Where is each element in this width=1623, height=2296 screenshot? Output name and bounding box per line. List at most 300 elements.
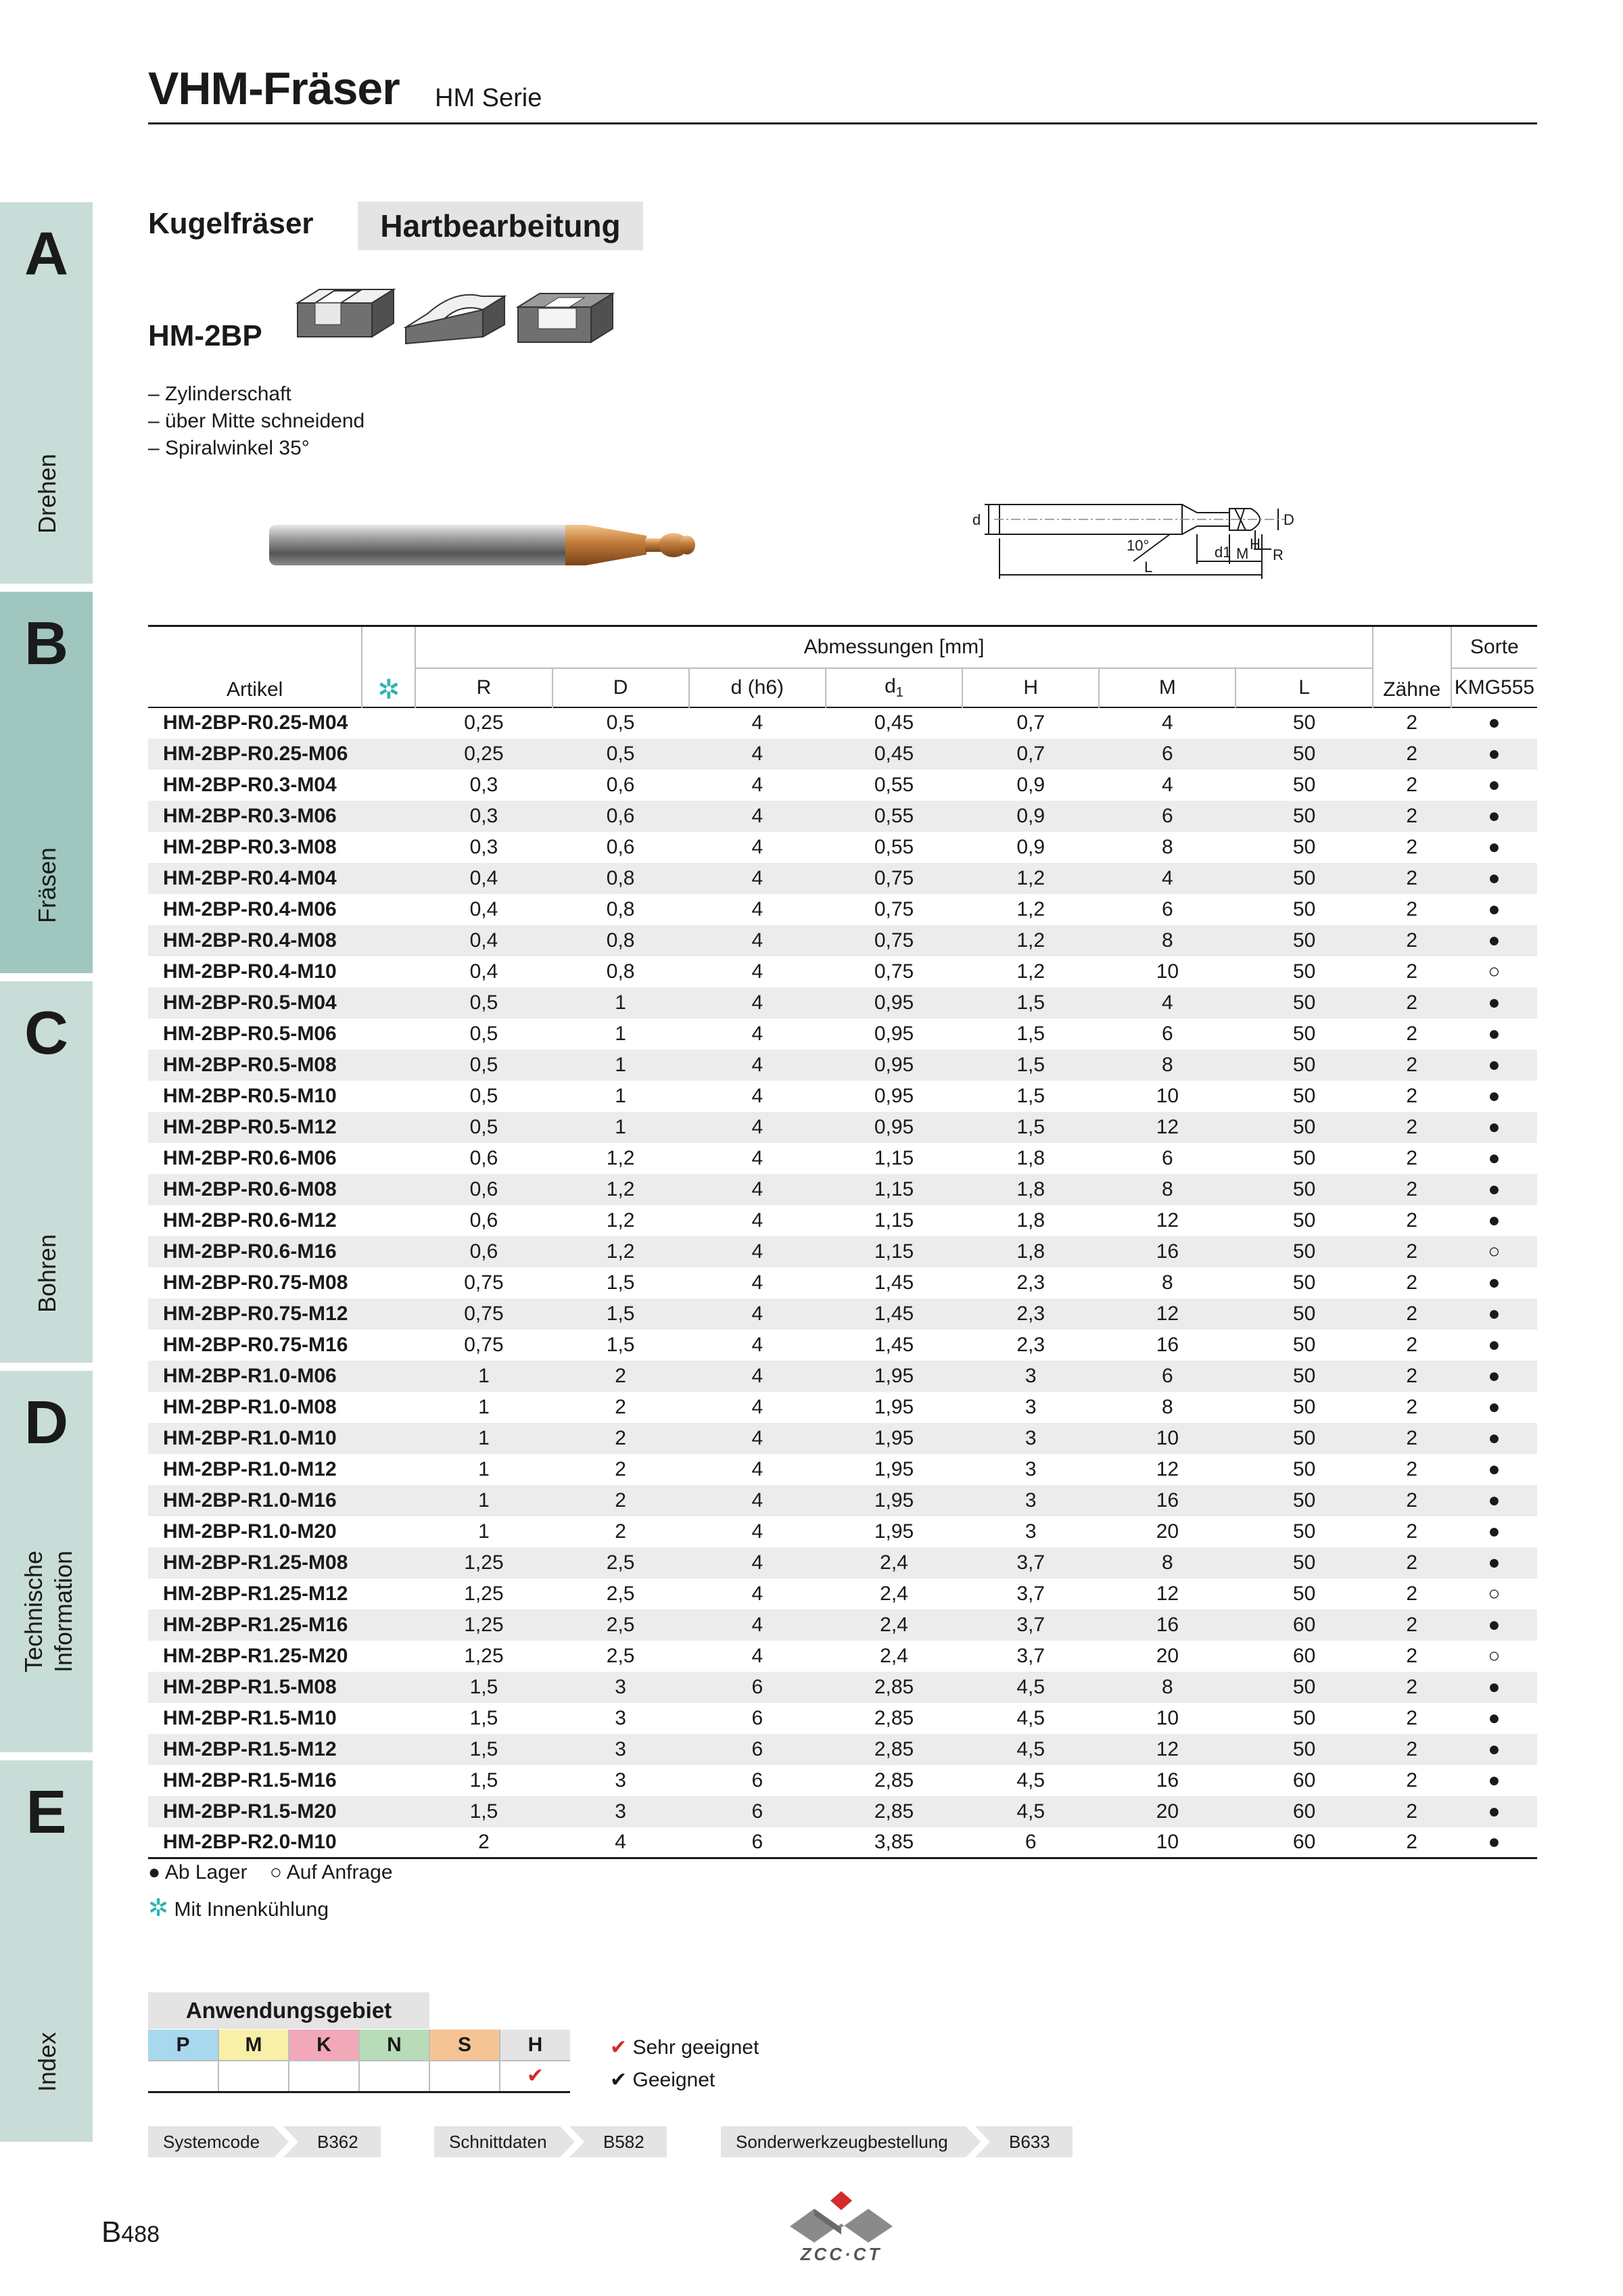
value-cell: 4 (751, 1582, 763, 1605)
article-cell: HM-2BP-R0.75-M12 (148, 1298, 362, 1330)
value-cell: 4,5 (1016, 1768, 1045, 1791)
availability-cell: ○ (1488, 1644, 1501, 1667)
page-header (148, 62, 1537, 124)
value-cell: 2 (1406, 1768, 1418, 1791)
value-cell: 50 (1292, 1271, 1316, 1294)
value-cell: 1,15 (826, 1236, 962, 1267)
article-cell: HM-2BP-R0.75-M08 (163, 1271, 348, 1294)
tab-index[interactable] (0, 1760, 93, 2142)
table-row (148, 1641, 1537, 1672)
value-cell: 0,95 (826, 1112, 962, 1143)
coolant-cell (362, 1050, 415, 1081)
value-cell: 0,7 (962, 739, 1099, 770)
value-cell: 3 (1025, 1395, 1037, 1418)
suitability-s (429, 2061, 500, 2092)
value-cell: 2 (1406, 1582, 1418, 1605)
tab-technische-information[interactable] (0, 1371, 93, 1752)
black-check-icon: ✔ (610, 2069, 628, 2091)
value-cell: 50 (1292, 773, 1316, 796)
value-cell: 50 (1236, 863, 1372, 894)
value-cell: 1,5 (606, 1333, 635, 1356)
table-row (148, 1765, 1537, 1796)
value-cell: 1,5 (469, 1768, 498, 1791)
value-cell: 20 (1099, 1796, 1236, 1827)
value-cell: 1,25 (415, 1610, 552, 1641)
availability-cell: ● (1488, 1520, 1501, 1543)
ref-code: B633 (1009, 2132, 1050, 2152)
value-cell: 2,4 (826, 1610, 962, 1641)
value-cell: 50 (1292, 960, 1316, 983)
value-cell: 50 (1236, 925, 1372, 956)
tab-drehen[interactable] (0, 202, 93, 584)
value-cell: 60 (1236, 1610, 1372, 1641)
value-cell: 3,7 (1016, 1644, 1045, 1667)
coolant-cell (362, 1112, 415, 1143)
application-title: Anwendungsgebiet (148, 1992, 429, 2029)
value-cell: 4 (751, 1644, 763, 1667)
value-cell: 4 (751, 711, 763, 734)
value-cell: 8 (1162, 835, 1173, 858)
value-cell: 2,4 (880, 1644, 908, 1667)
availability-cell: ● (1451, 1796, 1537, 1827)
value-cell: 4 (689, 863, 826, 894)
table-row (148, 1485, 1537, 1516)
coolant-cell (362, 1578, 415, 1610)
value-cell: 2 (615, 1520, 626, 1543)
value-cell: 2 (1406, 773, 1418, 796)
value-cell: 4 (751, 1333, 763, 1356)
value-cell: 0,75 (874, 960, 914, 983)
value-cell: 20 (1156, 1644, 1179, 1667)
value-cell: 0,6 (469, 1146, 498, 1169)
value-cell: 4 (751, 1146, 763, 1169)
value-cell: 50 (1292, 835, 1316, 858)
material-k: K (289, 2030, 359, 2061)
value-cell: 50 (1292, 1520, 1316, 1543)
coolant-cell (362, 1516, 415, 1547)
value-cell: 50 (1292, 1209, 1316, 1232)
value-cell: 1 (552, 1050, 689, 1081)
value-cell: 1 (415, 1361, 552, 1392)
value-cell: 1,2 (1016, 897, 1045, 920)
value-cell: 50 (1236, 1547, 1372, 1578)
value-cell: 10 (1099, 1423, 1236, 1454)
value-cell: 60 (1236, 1827, 1372, 1858)
availability-cell: ● (1451, 801, 1537, 832)
value-cell: 50 (1236, 1112, 1372, 1143)
value-cell: 0,5 (415, 1112, 552, 1143)
coolant-cell (362, 987, 415, 1018)
table-row (148, 925, 1537, 956)
value-cell: 2 (552, 1485, 689, 1516)
value-cell: 4 (689, 801, 826, 832)
table-row (148, 1267, 1537, 1298)
availability-cell: ● (1488, 711, 1501, 734)
tab-label (19, 1551, 78, 1672)
page-title: VHM-Fräser (148, 63, 400, 114)
value-cell: 1,15 (874, 1146, 914, 1169)
table-row (148, 1236, 1537, 1267)
tab-letter: D (24, 1389, 68, 1457)
availability-cell: ● (1488, 1146, 1501, 1169)
article-cell: HM-2BP-R2.0-M10 (148, 1827, 362, 1858)
value-cell: 1 (478, 1520, 490, 1543)
page-subtitle: HM Serie (435, 84, 542, 112)
value-cell: 4 (751, 960, 763, 983)
value-cell: 0,7 (1016, 711, 1045, 734)
value-cell: 0,55 (874, 773, 914, 796)
empty-dot-icon: ○ (269, 1861, 283, 1883)
table-row (148, 1703, 1537, 1734)
coolant-cell (362, 1361, 415, 1392)
value-cell: 2 (1373, 739, 1451, 770)
value-cell: 4 (1162, 711, 1173, 734)
value-cell: 0,6 (552, 801, 689, 832)
article-cell: HM-2BP-R1.5-M08 (148, 1672, 362, 1703)
availability-cell: ● (1451, 987, 1537, 1018)
article-cell: HM-2BP-R0.5-M12 (148, 1112, 362, 1143)
coolant-cell (362, 1423, 415, 1454)
value-cell: 0,4 (415, 925, 552, 956)
value-cell: 2 (1406, 1395, 1418, 1418)
value-cell: 0,5 (469, 1022, 498, 1045)
ref-code: B362 (317, 2132, 358, 2152)
value-cell: 4 (751, 1022, 763, 1045)
article-cell: HM-2BP-R0.4-M06 (163, 897, 337, 920)
value-cell: 50 (1292, 897, 1316, 920)
value-cell: 0,4 (469, 960, 498, 983)
value-cell: 1,5 (415, 1796, 552, 1827)
article-cell: HM-2BP-R1.25-M16 (148, 1610, 362, 1641)
coolant-cell (362, 1765, 415, 1796)
availability-cell: ● (1451, 739, 1537, 770)
value-cell: 6 (751, 1768, 763, 1791)
value-cell: 3 (615, 1706, 626, 1729)
table-row (148, 832, 1537, 863)
value-cell: 50 (1236, 1423, 1372, 1454)
value-cell: 1 (478, 1457, 490, 1480)
coolant-cell (362, 1298, 415, 1330)
table-row (148, 1174, 1537, 1205)
value-cell: 3 (1025, 1520, 1037, 1543)
coolant-cell (362, 1205, 415, 1236)
value-cell: 0,45 (826, 739, 962, 770)
suitability-n (359, 2061, 429, 2092)
value-cell: 4 (1162, 773, 1173, 796)
value-cell: 2 (1373, 1423, 1451, 1454)
value-cell: 4 (751, 1395, 763, 1418)
value-cell: 0,75 (464, 1271, 504, 1294)
value-cell: 2,3 (1016, 1333, 1045, 1356)
material-n: N (359, 2030, 429, 2061)
value-cell: 2,85 (874, 1768, 914, 1791)
table-row (148, 1796, 1537, 1827)
table-row (148, 1330, 1537, 1361)
value-cell: 0,6 (415, 1174, 552, 1205)
value-cell: 4 (689, 739, 826, 770)
header-L: L (1236, 668, 1372, 707)
coolant-cell (362, 1143, 415, 1174)
value-cell: 16 (1099, 1236, 1236, 1267)
table-row (148, 1578, 1537, 1610)
value-cell: 2,4 (880, 1582, 908, 1605)
value-cell: 1,8 (962, 1236, 1099, 1267)
value-cell: 0,9 (962, 801, 1099, 832)
header-d-h6: d (h6) (689, 668, 826, 707)
ref-code: B582 (603, 2132, 644, 2152)
value-cell: 0,6 (415, 1236, 552, 1267)
availability-cell: ● (1488, 1271, 1501, 1294)
article-cell: HM-2BP-R0.5-M04 (148, 987, 362, 1018)
dim-M-label: M (1236, 545, 1249, 562)
value-cell: 1,95 (874, 1457, 914, 1480)
value-cell: 1,2 (962, 925, 1099, 956)
coolant-cell (362, 956, 415, 987)
ref-schnittdaten[interactable] (434, 2126, 667, 2157)
value-cell: 50 (1292, 1146, 1316, 1169)
value-cell: 0,75 (415, 1298, 552, 1330)
coolant-cell (362, 832, 415, 863)
article-cell: HM-2BP-R0.6-M16 (148, 1236, 362, 1267)
value-cell: 4 (751, 1457, 763, 1480)
article-cell: HM-2BP-R1.5-M12 (148, 1734, 362, 1765)
value-cell: 0,95 (874, 1022, 914, 1045)
tab-fraesen[interactable] (0, 592, 93, 973)
value-cell: 10 (1156, 1706, 1179, 1729)
value-cell: 1,25 (464, 1644, 504, 1667)
value-cell: 4 (689, 925, 826, 956)
value-cell: 0,8 (552, 863, 689, 894)
coolant-legend (148, 1894, 329, 1922)
value-cell: 4 (751, 897, 763, 920)
value-cell: 4 (751, 1520, 763, 1543)
availability-cell: ● (1451, 863, 1537, 894)
availability-cell: ● (1488, 1457, 1501, 1480)
value-cell: 50 (1292, 1582, 1316, 1605)
availability-cell: ● (1451, 1827, 1537, 1858)
tab-label: Fräsen (33, 847, 61, 923)
ref-systemcode[interactable] (148, 2126, 381, 2157)
value-cell: 1 (615, 1022, 626, 1045)
article-cell: HM-2BP-R0.3-M04 (163, 773, 337, 796)
value-cell: 50 (1236, 1734, 1372, 1765)
value-cell: 6 (689, 1672, 826, 1703)
value-cell: 4,5 (962, 1796, 1099, 1827)
value-cell: 16 (1156, 1768, 1179, 1791)
coolant-cell (362, 1827, 415, 1858)
tab-bohren[interactable] (0, 981, 93, 1363)
brand-name: ZCC·CT (800, 2244, 883, 2264)
value-cell: 0,5 (415, 987, 552, 1018)
value-cell: 2 (1373, 925, 1451, 956)
availability-cell: ● (1488, 1022, 1501, 1045)
value-cell: 0,8 (606, 897, 635, 920)
article-cell: HM-2BP-R0.4-M04 (148, 863, 362, 894)
value-cell: 50 (1236, 1236, 1372, 1267)
article-cell: HM-2BP-R0.6-M12 (163, 1209, 337, 1232)
table-row (148, 1298, 1537, 1330)
value-cell: 2 (552, 1361, 689, 1392)
value-cell: 1 (478, 1395, 490, 1418)
value-cell: 2 (1373, 1827, 1451, 1858)
coolant-cell (362, 925, 415, 956)
value-cell: 2 (1373, 1236, 1451, 1267)
value-cell: 6 (1162, 1022, 1173, 1045)
table-row (148, 1423, 1537, 1454)
coolant-cell (362, 1236, 415, 1267)
section-badge: Hartbearbeitung (358, 202, 643, 250)
value-cell: 2 (1373, 801, 1451, 832)
table-row (148, 987, 1537, 1018)
value-cell: 50 (1292, 1395, 1316, 1418)
value-cell: 6 (1099, 739, 1236, 770)
value-cell: 60 (1292, 1644, 1316, 1667)
value-cell: 12 (1156, 1582, 1179, 1605)
value-cell: 4 (1099, 987, 1236, 1018)
value-cell: 1,2 (552, 1174, 689, 1205)
value-cell: 3,7 (962, 1610, 1099, 1641)
header-D: D (552, 668, 689, 707)
value-cell: 2 (1406, 897, 1418, 920)
value-cell: 4 (689, 1547, 826, 1578)
value-cell: 50 (1236, 1050, 1372, 1081)
value-cell: 3 (552, 1672, 689, 1703)
availability-cell: ● (1451, 925, 1537, 956)
value-cell: 0,6 (606, 835, 635, 858)
legend-stock: Ab Lager (164, 1861, 248, 1883)
application-grid (148, 2030, 570, 2093)
value-cell: 50 (1292, 1022, 1316, 1045)
article-cell: HM-2BP-R0.6-M06 (163, 1146, 337, 1169)
value-cell: 3,7 (962, 1547, 1099, 1578)
value-cell: 2,5 (606, 1644, 635, 1667)
value-cell: 4 (689, 1298, 826, 1330)
value-cell: 1,8 (1016, 1146, 1045, 1169)
value-cell: 8 (1162, 1271, 1173, 1294)
ref-sonderwerkzeug[interactable] (721, 2126, 1073, 2157)
header-d1-sub: 1 (895, 684, 903, 700)
table-row (148, 1112, 1537, 1143)
value-cell: 0,4 (469, 897, 498, 920)
value-cell: 6 (689, 1734, 826, 1765)
coolant-cell (362, 894, 415, 925)
header-d1 (826, 668, 962, 707)
coolant-cell (362, 1734, 415, 1765)
header-artikel: Artikel (226, 678, 283, 701)
value-cell: 0,5 (552, 739, 689, 770)
value-cell: 2 (1373, 1672, 1451, 1703)
value-cell: 2,3 (962, 1298, 1099, 1330)
coolant-cell (362, 1610, 415, 1641)
value-cell: 6 (1162, 1146, 1173, 1169)
value-cell: 60 (1236, 1796, 1372, 1827)
value-cell: 1,5 (1016, 1022, 1045, 1045)
value-cell: 1,2 (552, 1236, 689, 1267)
value-cell: 2 (1373, 1547, 1451, 1578)
header-M: M (1099, 668, 1236, 707)
value-cell: 2 (615, 1457, 626, 1480)
value-cell: 1,45 (874, 1333, 914, 1356)
tab-label: Index (33, 2032, 61, 2092)
legend-very-suitable (610, 2036, 759, 2059)
value-cell: 0,8 (606, 960, 635, 983)
value-cell: 3 (1025, 1457, 1037, 1480)
value-cell: 0,5 (469, 1084, 498, 1107)
value-cell: 8 (1099, 1672, 1236, 1703)
header-coolant (362, 626, 415, 707)
tab-label-line: Information (49, 1550, 77, 1672)
header-H: H (962, 668, 1099, 707)
value-cell: 16 (1099, 1610, 1236, 1641)
value-cell: 4 (1099, 863, 1236, 894)
material-h: H (500, 2030, 570, 2061)
value-cell: 8 (1099, 1050, 1236, 1081)
coolant-icon: ✲ (377, 674, 400, 705)
legend-coolant: Mit Innenkühlung (174, 1898, 329, 1921)
value-cell: 0,4 (415, 863, 552, 894)
value-cell: 1,45 (874, 1271, 914, 1294)
value-cell: 0,45 (874, 711, 914, 734)
value-cell: 3,7 (1016, 1582, 1045, 1605)
article-cell: HM-2BP-R1.0-M06 (148, 1361, 362, 1392)
availability-cell: ● (1488, 1768, 1501, 1791)
value-cell: 1 (615, 1084, 626, 1107)
value-cell: 2 (1373, 1485, 1451, 1516)
value-cell: 1,5 (1016, 1084, 1045, 1107)
page-letter: B (101, 2216, 122, 2249)
suitability-h: ✔ (500, 2061, 570, 2092)
availability-cell: ● (1451, 1423, 1537, 1454)
table-row (148, 1018, 1537, 1050)
value-cell: 4 (689, 1485, 826, 1516)
value-cell: 0,8 (552, 925, 689, 956)
value-cell: 2 (1373, 1796, 1451, 1827)
value-cell: 4 (751, 1084, 763, 1107)
value-cell: 1,95 (826, 1361, 962, 1392)
value-cell: 2,85 (826, 1796, 962, 1827)
table-row (148, 707, 1537, 739)
value-cell: 4 (689, 1174, 826, 1205)
product-name: HM-2BP (148, 319, 262, 352)
chevron-right-icon (966, 2126, 993, 2157)
article-cell: HM-2BP-R0.3-M06 (148, 801, 362, 832)
article-cell: HM-2BP-R0.5-M08 (148, 1050, 362, 1081)
value-cell: 2 (1406, 1209, 1418, 1232)
value-cell: 3 (552, 1734, 689, 1765)
table-body (148, 707, 1537, 1858)
legend-very-suitable-text: Sehr geeignet (632, 2036, 759, 2059)
availability-cell: ● (1451, 1547, 1537, 1578)
value-cell: 4 (552, 1827, 689, 1858)
value-cell: 8 (1099, 1174, 1236, 1205)
header-sorte: Sorte (1451, 626, 1537, 668)
tab-label-line: Technische (20, 1550, 47, 1672)
value-cell: 50 (1236, 801, 1372, 832)
value-cell: 2,85 (826, 1734, 962, 1765)
value-cell: 50 (1236, 1174, 1372, 1205)
value-cell: 0,75 (826, 863, 962, 894)
article-cell: HM-2BP-R0.25-M04 (163, 711, 348, 734)
value-cell: 0,5 (415, 1050, 552, 1081)
coolant-cell (362, 1547, 415, 1578)
coolant-cell (362, 739, 415, 770)
value-cell: 2 (1406, 1644, 1418, 1667)
value-cell: 2 (1373, 1174, 1451, 1205)
article-cell: HM-2BP-R0.6-M08 (148, 1174, 362, 1205)
coolant-cell (362, 1796, 415, 1827)
value-cell: 2,5 (552, 1547, 689, 1578)
value-cell: 2 (615, 1395, 626, 1418)
